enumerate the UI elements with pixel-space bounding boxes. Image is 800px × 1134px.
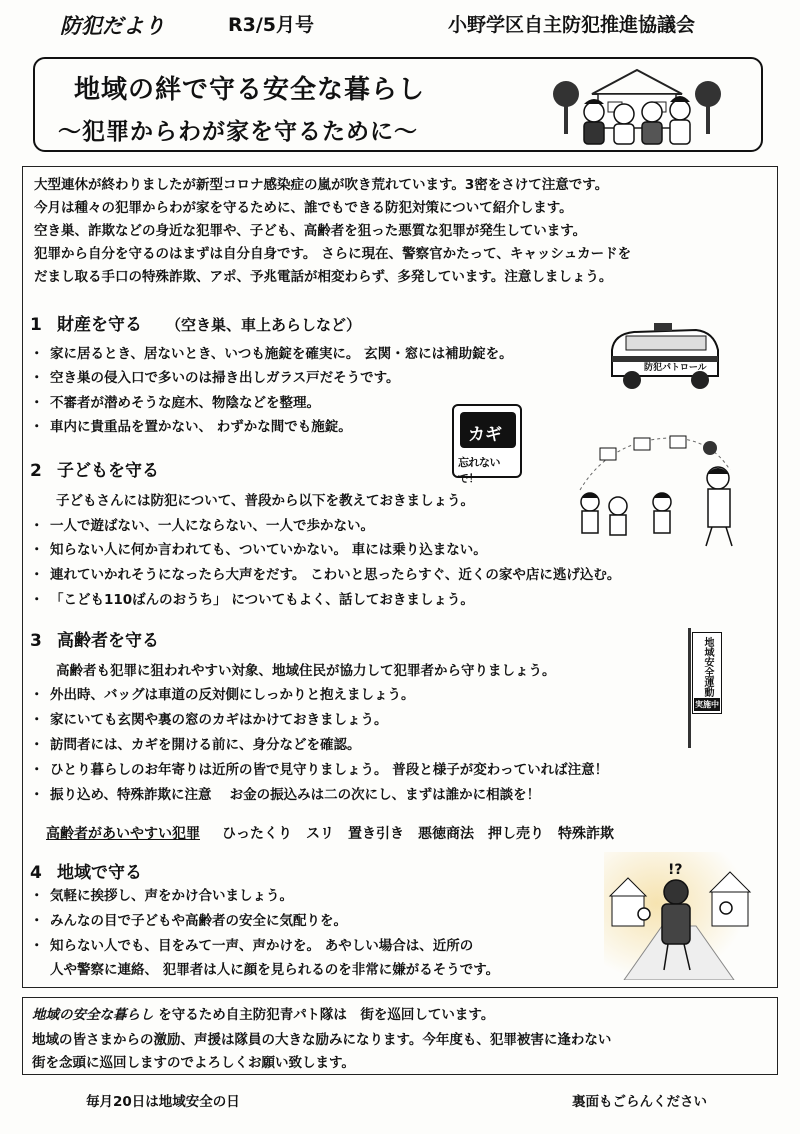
elder-crimes-line <box>46 823 628 843</box>
see-reverse-note: 裏面もごらんください <box>572 1094 707 1110</box>
list-item: ・ 家に居るとき、居ないとき、いつも施錠を確実に。 玄関・窓には補助錠を。 <box>30 343 513 366</box>
banner-pole <box>688 628 691 748</box>
organization-name: 小野学区自主防犯推進協議会 <box>448 14 696 36</box>
list-item: ・ 連れていかれそうになったら大声をだす。 こわいと思ったらすぐ、近くの家や店に逃げ込む。 <box>30 564 620 587</box>
banner-tag: 実施中 <box>695 700 719 709</box>
section-1-heading <box>30 310 361 335</box>
list-item: ・ 振り込め、特殊詐欺に注意 お金の振込みは二の次にし、まずは誰かに相談を！ <box>30 784 540 807</box>
patrol-car-illustration <box>604 320 724 392</box>
list-item: ・ 知らない人でも、目をみて一声、声かけを。 あやしい場合は、近所の <box>30 935 473 958</box>
section-title: 財産を守る <box>57 315 142 335</box>
elder-crimes-label: 高齢者があいやすい犯罪 <box>46 826 200 842</box>
lock-reminder-badge <box>452 404 522 485</box>
list-item: ・ 訪問者には、カギを開ける前に、身分などを確認。 <box>30 734 361 757</box>
sub-title: 〜犯罪からわが家を守るために〜 <box>58 119 418 145</box>
key-icon <box>460 412 516 448</box>
section-lead: 子どもさんには防犯について、普段から以下を教えておきましょう。 <box>56 493 474 509</box>
crime-item: スリ <box>306 826 334 842</box>
list-item: ・ 不審者が潜めそうな庭木、物陰などを整理。 <box>30 392 320 415</box>
list-item-continuation: 人や警察に連絡、 犯罪者は人に顔を見られるのを非常に嫌がるそうです。 <box>50 962 500 978</box>
svg-text:!?: !? <box>668 862 683 878</box>
footer-emphasis: 地域の安全な暮らし <box>32 1007 154 1023</box>
crime-item: 悪徳商法 <box>418 826 474 842</box>
section-number: 2 <box>30 461 42 481</box>
intro-line: 空き巣、詐欺などの身近な犯罪や、子ども、高齢者を狙った悪質な犯罪が発生しています。 <box>34 223 587 239</box>
crime-item: 特殊詐欺 <box>558 826 614 842</box>
list-item: ・ 外出時、バッグは車道の反対側にしっかりと抱えましょう。 <box>30 684 415 707</box>
intro-line: 犯罪から自分を守るのはまずは自分自身です。 さらに現在、警察官かたって、キャッシュカードを <box>34 246 632 262</box>
intro-line: 大型連休が終わりましたが新型コロナ感染症の嵐が吹き荒れています。3密をさけて注意です。 <box>34 177 609 193</box>
patrol-car-label: 防犯パトロール <box>644 363 707 373</box>
safety-day-note: 毎月20日は地域安全の日 <box>86 1094 240 1110</box>
section-title: 子どもを守る <box>57 461 159 481</box>
crime-item: 置き引き <box>348 826 404 842</box>
kagi-subtext: 忘れないで！ <box>458 456 500 485</box>
section-note: （空き巣、車上あらしなど） <box>166 316 362 334</box>
section-title: 高齢者を守る <box>57 631 159 651</box>
footer-line-3: 街を念頭に巡回しますのでよろしくお願い致します。 <box>32 1055 355 1071</box>
section-number: 4 <box>30 863 42 883</box>
section-3-heading <box>30 626 159 651</box>
footer-line-1 <box>32 1003 494 1023</box>
section-number: 3 <box>30 631 42 651</box>
section-2-heading <box>30 456 159 481</box>
list-item: ・ 知らない人に何か言われても、ついていかない。 車には乗り込まない。 <box>30 539 487 562</box>
section-lead: 高齢者も犯罪に狙われやすい対象、地域住民が協力して犯罪者から守りましょう。 <box>56 663 556 679</box>
issue-number: R3/5月号 <box>228 14 315 36</box>
safety-campaign-banner <box>692 632 722 714</box>
list-item: ・ 空き巣の侵入口で多いのは掃き出しガラス戸だそうです。 <box>30 367 400 390</box>
crime-item: 押し売り <box>488 826 544 842</box>
section-title: 地域で守る <box>57 863 142 883</box>
main-title: 地域の絆で守る安全な暮らし <box>74 75 426 105</box>
crime-item: ひったくり <box>222 826 292 842</box>
section-number: 1 <box>30 315 42 335</box>
intro-line: だまし取る手口の特殊詐欺、アポ、予兆電話が相変わらず、多発しています。注意しましょう。 <box>34 269 613 285</box>
list-item: ・ 「こども110ばんのおうち」 についてもよく、話しておきましょう。 <box>30 589 474 612</box>
suspicious-person-illustration <box>604 852 754 980</box>
children-walking-illustration <box>570 430 750 550</box>
banner-text: 地域安全運動 <box>702 637 713 697</box>
list-item: ・ 気軽に挨拶し、声をかけ合いましょう。 <box>30 885 293 908</box>
footer-text: を守るため自主防犯青パト隊は 街を巡回しています。 <box>153 1007 495 1023</box>
list-item: ・ みんなの目で子どもや高齢者の安全に気配りを。 <box>30 910 347 933</box>
list-item: ・ ひとり暮らしのお年寄りは近所の皆で見守りましょう。 普段と様子が変わっていれば注意！ <box>30 759 608 782</box>
footer-line-2: 地域の皆さまからの激励、声援は隊員の大きな励みになります。今年度も、犯罪被害に逢わない <box>32 1032 612 1048</box>
intro-line: 今月は種々の犯罪からわが家を守るために、誰でもできる防犯対策について紹介します。 <box>34 200 573 216</box>
neighborhood-people-illustration <box>552 64 722 148</box>
list-item: ・ 車内に貴重品を置かない、 わずかな間でも施錠。 <box>30 416 352 439</box>
kagi-word: カギ <box>468 425 502 445</box>
section-4-heading <box>30 858 142 883</box>
newsletter-title: 防犯だより <box>60 14 165 38</box>
list-item: ・ 家にいても玄関や裏の窓のカギはかけておきましょう。 <box>30 709 388 732</box>
list-item: ・ 一人で遊ばない、一人にならない、一人で歩かない。 <box>30 515 374 538</box>
